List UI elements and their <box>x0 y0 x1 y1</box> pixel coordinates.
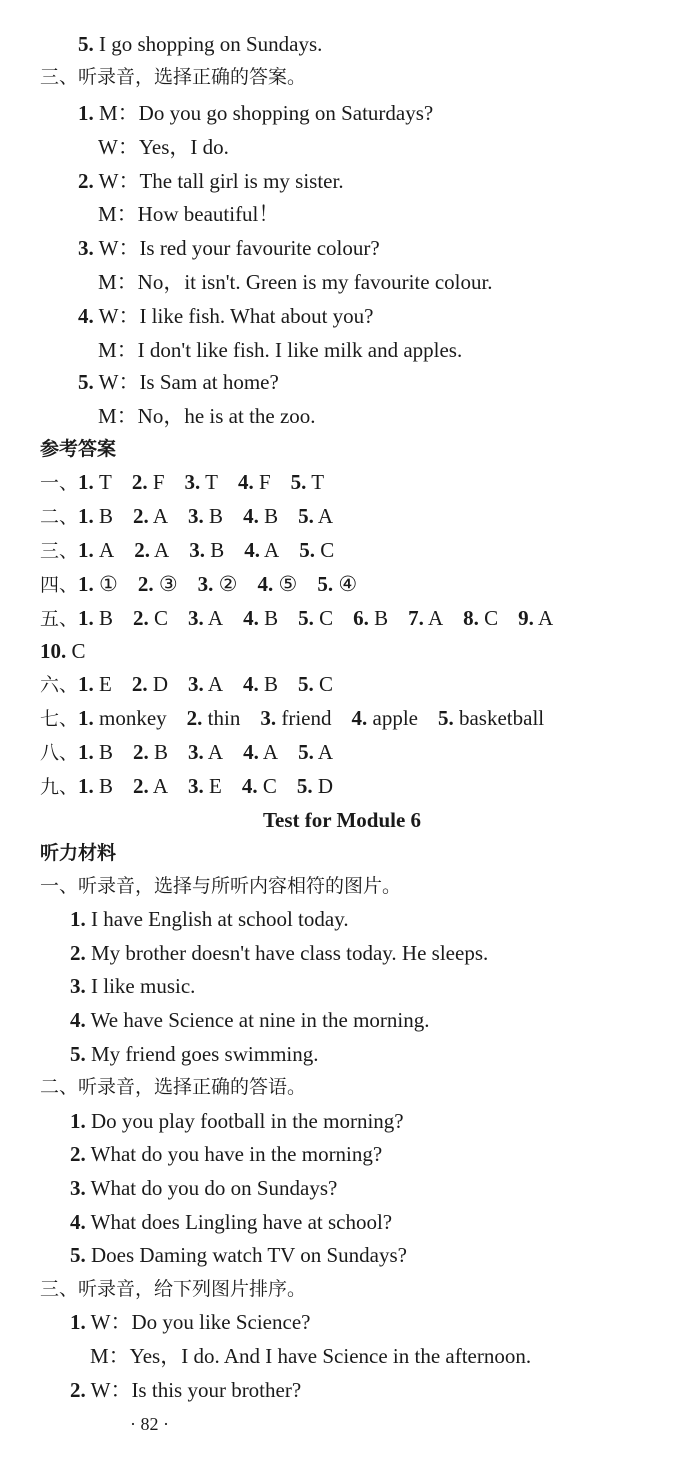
answer-value: A <box>203 606 224 630</box>
answer-number: 1. <box>78 606 94 630</box>
answer-item <box>78 672 112 696</box>
answer-row-8 <box>40 737 333 767</box>
part-3-header: 三、听录音，给下列图片排序。 <box>40 1278 307 1300</box>
answer-value: T <box>93 470 112 494</box>
answer-value: friend <box>276 706 332 730</box>
dialogue-3-line-1 <box>78 233 380 263</box>
answer-number: 5. <box>296 774 313 798</box>
answer-item <box>260 706 331 730</box>
answer-key-heading: 参考答案 <box>40 438 117 460</box>
answer-number: 1. <box>78 504 94 528</box>
answer-number: 4. <box>243 504 259 528</box>
answer-item <box>353 606 388 630</box>
answer-item <box>132 672 168 696</box>
answer-item <box>78 572 118 596</box>
answer-row-4 <box>40 569 357 599</box>
answer-number: 5. <box>299 538 315 562</box>
answer-value: B <box>258 606 279 630</box>
answer-item <box>188 740 223 764</box>
answer-number: 3. <box>188 606 204 630</box>
answer-item <box>258 572 298 596</box>
answer-item <box>243 672 278 696</box>
answer-item <box>185 470 218 494</box>
answer-value: B <box>148 740 169 764</box>
answer-value: thin <box>202 706 241 730</box>
answer-item <box>133 606 168 630</box>
answer-number: 5. <box>298 504 314 528</box>
answer-value: D <box>312 774 334 798</box>
item-number: 1. <box>70 1310 86 1334</box>
dialogue-4-line-1 <box>78 301 374 331</box>
item-number: 2. <box>70 1142 86 1166</box>
dialogue-1-line-1 <box>78 98 433 128</box>
answer-number: 1. <box>78 538 94 562</box>
item-number: 4. <box>78 304 94 328</box>
answer-number: 5. <box>298 672 314 696</box>
item-number: 5. <box>78 370 94 394</box>
answer-row-3 <box>40 535 334 565</box>
answer-number: 2. <box>131 470 148 494</box>
part-2-item-4 <box>70 1207 392 1237</box>
answer-section-prefix: 六、 <box>40 674 79 696</box>
listening-item-5 <box>78 29 322 59</box>
answer-value: B <box>258 672 279 696</box>
answer-section-prefix: 三、 <box>40 540 79 562</box>
answer-item <box>78 740 113 764</box>
answer-section-prefix: 四、 <box>40 574 79 596</box>
answer-item <box>78 774 113 798</box>
answer-item <box>352 706 418 730</box>
answer-value: T <box>200 470 218 494</box>
dialogue-5-line-2: M：No，he is at the zoo. <box>98 404 316 428</box>
item-number: 1. <box>78 101 94 125</box>
answer-number: 5. <box>298 606 314 630</box>
answer-item <box>242 774 277 798</box>
part-1-item-4 <box>70 1005 429 1035</box>
answer-item <box>317 572 357 596</box>
answer-number: 1. <box>78 706 94 730</box>
item-text: W：Is Sam at home? <box>93 370 279 394</box>
item-text: M：Do you go shopping on Saturdays? <box>93 101 434 125</box>
answer-value: ① <box>93 572 118 596</box>
answer-item <box>291 470 324 494</box>
item-text: I like music. <box>85 974 196 998</box>
answer-value: B <box>93 740 114 764</box>
item-number: 1. <box>70 1109 86 1133</box>
answer-value: A <box>313 504 334 528</box>
answer-row-5 <box>40 603 553 633</box>
part-3-dialogue-1-line-2: M：Yes，I do. And I have Science in the afternoon. <box>90 1344 532 1368</box>
item-text: We have Science at nine in the morning. <box>85 1008 430 1032</box>
answer-value: B <box>93 774 114 798</box>
answer-value: basketball <box>453 706 545 730</box>
answer-value: A <box>313 740 334 764</box>
part-2-item-2 <box>70 1139 382 1169</box>
answer-item <box>78 504 113 528</box>
answer-number: 4. <box>241 774 258 798</box>
item-text: W：Is red your favourite colour? <box>93 236 380 260</box>
answer-value: ⑤ <box>273 572 298 596</box>
answer-value: C <box>257 774 277 798</box>
answer-number: 6. <box>353 606 369 630</box>
answer-item <box>40 639 86 663</box>
item-number: 3. <box>70 974 86 998</box>
answer-value: B <box>93 606 114 630</box>
answer-item <box>298 672 333 696</box>
answer-number: 8. <box>463 606 479 630</box>
item-text: I have English at school today. <box>85 907 349 931</box>
answer-row-7 <box>40 703 544 733</box>
answer-value: C <box>66 639 86 663</box>
dialogue-3-line-2: M：No，it isn't. Green is my favourite colour. <box>98 270 493 294</box>
answer-number: 2. <box>134 538 150 562</box>
answer-value: A <box>93 538 115 562</box>
page-number: · 82 · <box>130 1414 169 1434</box>
dialogue-2-line-2: M：How beautiful！ <box>98 202 280 226</box>
answer-value: B <box>203 504 224 528</box>
part-1-item-5 <box>70 1039 318 1069</box>
answer-item <box>78 706 167 730</box>
answer-item <box>78 538 114 562</box>
answer-value: A <box>423 606 444 630</box>
item-number: 3. <box>70 1176 86 1200</box>
answer-value: B <box>258 504 279 528</box>
answer-number: 2. <box>131 672 148 696</box>
answer-number: 10. <box>40 639 67 663</box>
answer-number: 3. <box>197 572 214 596</box>
answer-value: monkey <box>93 706 167 730</box>
dialogue-4-line-2: M：I don't like fish. I like milk and apples. <box>98 338 463 362</box>
answer-number: 4. <box>237 470 254 494</box>
answer-value: A <box>148 774 169 798</box>
answer-row-5-cont <box>40 636 86 666</box>
answer-number: 1. <box>78 774 94 798</box>
answer-number: 3. <box>188 740 204 764</box>
answer-item <box>243 606 278 630</box>
answer-number: 3. <box>184 470 201 494</box>
answer-value: F <box>253 470 271 494</box>
answer-value: E <box>203 774 222 798</box>
answer-value: C <box>478 606 499 630</box>
answer-number: 4. <box>243 740 259 764</box>
part-3-dialogue-2-line-1 <box>70 1375 301 1405</box>
answer-number: 5. <box>290 470 307 494</box>
answer-value: B <box>204 538 225 562</box>
answer-item <box>138 572 178 596</box>
answer-item <box>188 672 223 696</box>
item-number: 2. <box>70 941 86 965</box>
item-text: I go shopping on Sundays. <box>93 32 323 56</box>
answer-value: C <box>148 606 169 630</box>
item-text: W：Do you like Science? <box>85 1310 311 1334</box>
answer-item <box>78 606 113 630</box>
item-text: What does Lingling have at school? <box>85 1210 393 1234</box>
answer-item <box>133 774 168 798</box>
item-number: 3. <box>78 236 94 260</box>
item-text: Does Daming watch TV on Sundays? <box>85 1243 407 1267</box>
answer-item <box>188 774 222 798</box>
answer-value: C <box>313 606 334 630</box>
answer-value: apple <box>367 706 418 730</box>
dialogue-1-line-2: W：Yes，I do. <box>98 135 229 159</box>
part-2-item-3 <box>70 1173 337 1203</box>
answer-row-1 <box>40 467 324 497</box>
answer-number: 4. <box>257 572 274 596</box>
answer-section-prefix: 八、 <box>40 742 79 764</box>
answer-number: 1. <box>78 740 94 764</box>
answer-row-6 <box>40 669 333 699</box>
answer-section-prefix: 二、 <box>40 506 79 528</box>
answer-section-prefix: 五、 <box>40 608 79 630</box>
answer-value: T <box>306 470 325 494</box>
part-2-item-1 <box>70 1106 404 1136</box>
answer-item <box>297 774 333 798</box>
answer-value: E <box>93 672 112 696</box>
answer-item <box>408 606 443 630</box>
dialogue-2-line-1 <box>78 166 344 196</box>
part-3-dialogue-1-line-1 <box>70 1307 310 1337</box>
part-1-item-3 <box>70 971 195 1001</box>
answer-item <box>438 706 544 730</box>
answer-item <box>298 504 333 528</box>
answer-number: 2. <box>133 606 149 630</box>
answer-number: 3. <box>188 774 204 798</box>
answer-number: 2. <box>186 706 203 730</box>
answer-item <box>298 606 333 630</box>
answer-number: 4. <box>243 606 259 630</box>
answer-value: A <box>149 538 170 562</box>
test-title: Test for Module 6 <box>262 808 422 832</box>
answer-value: B <box>368 606 389 630</box>
answer-number: 4. <box>243 672 259 696</box>
item-text: Do you play football in the morning? <box>85 1109 404 1133</box>
answer-number: 2. <box>133 740 149 764</box>
item-text: What do you have in the morning? <box>85 1142 383 1166</box>
answer-item <box>78 470 112 494</box>
answer-item <box>518 606 553 630</box>
section-header-3: 三、听录音，选择正确的答案。 <box>40 66 307 88</box>
answer-value: A <box>259 538 280 562</box>
answer-value: A <box>533 606 554 630</box>
answer-number: 1. <box>78 470 94 494</box>
answer-value: A <box>203 740 224 764</box>
answer-number: 3. <box>260 706 277 730</box>
answer-value: F <box>147 470 165 494</box>
answer-value: D <box>147 672 169 696</box>
item-text: W：Is this your brother? <box>85 1378 302 1402</box>
answer-value: ④ <box>333 572 358 596</box>
answer-number: 4. <box>244 538 260 562</box>
answer-number: 2. <box>137 572 154 596</box>
answer-value: ③ <box>153 572 178 596</box>
answer-number: 9. <box>518 606 534 630</box>
answer-number: 5. <box>317 572 334 596</box>
answer-number: 1. <box>78 572 94 596</box>
answer-section-prefix: 一、 <box>40 472 79 494</box>
answer-value: A <box>148 504 169 528</box>
answer-item <box>244 538 279 562</box>
answer-value: C <box>314 538 335 562</box>
item-text: My friend goes swimming. <box>85 1042 319 1066</box>
answer-value: ② <box>213 572 238 596</box>
answer-item <box>299 538 334 562</box>
answer-row-9 <box>40 771 333 801</box>
answer-value: B <box>93 504 114 528</box>
answer-item <box>243 504 278 528</box>
answer-number: 3. <box>188 672 204 696</box>
answer-number: 2. <box>133 774 149 798</box>
part-2-header: 二、听录音，选择正确的答语。 <box>40 1076 307 1098</box>
answer-value: A <box>258 740 279 764</box>
answer-item <box>238 470 271 494</box>
answer-number: 5. <box>437 706 454 730</box>
part-1-item-1 <box>70 904 349 934</box>
answer-number: 2. <box>133 504 149 528</box>
part-1-header: 一、听录音，选择与所听内容相符的图片。 <box>40 875 402 897</box>
item-number: 5. <box>70 1042 86 1066</box>
item-text: W：I like fish. What about you? <box>93 304 374 328</box>
item-number: 2. <box>70 1378 86 1402</box>
answer-number: 5. <box>298 740 314 764</box>
item-number: 5. <box>78 32 94 56</box>
answer-number: 3. <box>188 504 204 528</box>
answer-item <box>132 470 165 494</box>
item-text: My brother doesn't have class today. He sleeps. <box>85 941 489 965</box>
item-text: What do you do on Sundays? <box>85 1176 338 1200</box>
answer-item <box>188 606 223 630</box>
item-number: 4. <box>70 1008 86 1032</box>
answer-item <box>134 538 169 562</box>
answer-item <box>298 740 333 764</box>
dialogue-5-line-1 <box>78 367 279 397</box>
answer-number: 7. <box>408 606 424 630</box>
item-number: 2. <box>78 169 94 193</box>
part-2-item-5 <box>70 1240 407 1270</box>
answer-value: A <box>203 672 224 696</box>
answer-value: C <box>313 672 334 696</box>
answer-number: 4. <box>351 706 368 730</box>
item-number: 5. <box>70 1243 86 1267</box>
answer-item <box>463 606 498 630</box>
item-number: 4. <box>70 1210 86 1234</box>
answer-item <box>198 572 238 596</box>
listening-material-heading: 听力材料 <box>40 842 117 864</box>
answer-section-prefix: 九、 <box>40 776 79 798</box>
answer-item <box>133 740 168 764</box>
answer-number: 1. <box>78 672 94 696</box>
answer-item <box>243 740 278 764</box>
answer-number: 3. <box>189 538 205 562</box>
answer-row-2 <box>40 501 333 531</box>
part-1-item-2 <box>70 938 488 968</box>
item-text: W：The tall girl is my sister. <box>93 169 344 193</box>
answer-item <box>188 504 223 528</box>
answer-section-prefix: 七、 <box>40 708 79 730</box>
item-number: 1. <box>70 907 86 931</box>
answer-item <box>133 504 168 528</box>
answer-item <box>187 706 241 730</box>
answer-item <box>189 538 224 562</box>
